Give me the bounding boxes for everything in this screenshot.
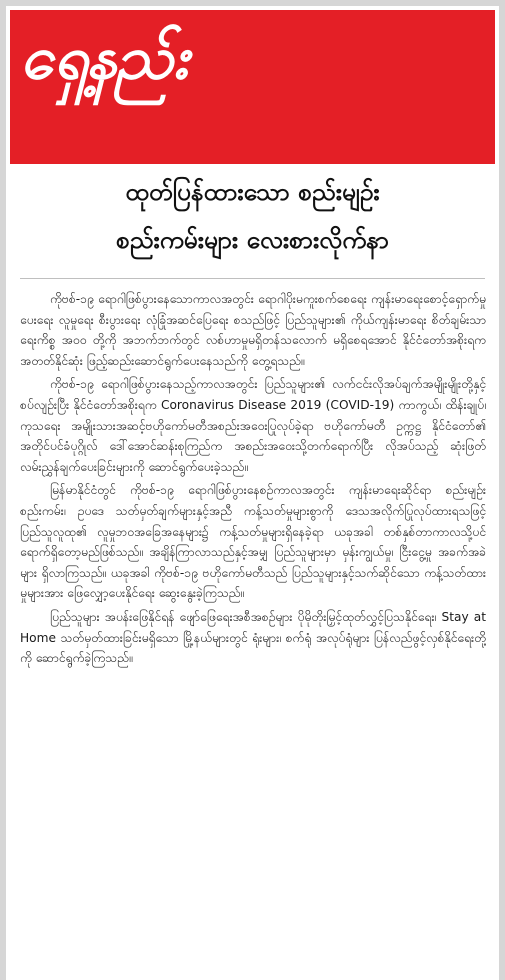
article-paragraph-3: မြန်မာနိုင်ငံတွင် ကိုဗစ်-၁၉ ရောဂါဖြစ်ပွားနေစဉ်ကာလအတွင်း ကျန်းမာရေးဆိုင်ရာ စည်းမျဉ်း စည်းကမ်း၊ ဥပဒေ သတ်မှတ်ချက်များနှင့်အညီ ကန့်သတ်မှုများစွာကို ဒေသအလိုက်ပြုလုပ်ထားရသဖြင့် ပြည်သူလူထု၏ လူမှုဘဝအခြေအနေများ၌ ကန့်သတ်မှုများရှိနေခဲ့ရာ ယခုအခါ တစ်နှစ်တာကာလသို့ပင် ရောက်ရှိတော့မည်ဖြစ်သည်။ အချိန်ကြာလာသည်နှင့်အမျှ ပြည်သူများမှာ မှန်းကျွယ်မှု၊ ငြီးငွေ့မှု အခက်အခဲများ ရှိလာကြသည်။ ယခုအခါ ကိုဗစ်-၁၉ ဗဟိုကော်မတီသည် ပြည်သူများနှင့်သက်ဆိုင်သော ကန့်သတ်ထားမှုများအား ဖြေလျှော့ပေးနိုင်ရေး ဆွေးနွေးခဲ့ကြသည်။: [20, 483, 486, 601]
article-headline: [10, 168, 495, 264]
article-body: [20, 289, 486, 979]
headline-line-2: စည်းကမ်းများ လေးစားလိုက်နာ: [116, 225, 389, 254]
article-paragraph-2: ကိုဗစ်-၁၉ ရောဂါဖြစ်ပွားနေသည့်ကာလအတွင်း ပြည်သူများ၏ လက်ငင်းလိုအပ်ချက်အမျိုးမျိုးတို့နှင့်စပ်လျဉ်းပြီး နိုင်ငံတော်အစိုးရက Coronavirus Disease 2019 (COVID-19) ကာကွယ်၊ ထိန်းချုပ်၊ ကုသရေး အမျိုးသားအဆင့်ဗဟိုကော်မတီအစည်းအဝေးပြုလုပ်ခဲ့ရာ ဗဟိုကော်မတီ ဥက္ကဋ္ဌ နိုင်ငံတော်၏ အတိုင်ပင်ခံပုဂ္ဂိုလ် ဒေါ်အောင်ဆန်းစုကြည်က အစည်းအဝေးသို့တက်ရောက်ပြီး လိုအပ်သည့် ဆုံးဖြတ်လမ်းညွှန်ချက်ပေးခြင်းများကို ဆောင်ရွက်ပေးခဲ့သည်။: [20, 377, 486, 474]
article-paragraph-1: ကိုဗစ်-၁၉ ရောဂါဖြစ်ပွားနေသောကာလအတွင်း ရောဂါပိုးမကူးစက်စေရေး ကျန်းမာရေးစောင့်ရှောက်မှုပေးရေး လူမှုရေး စီးပွားရေး လုံခြုံအဆင်ပြေရေး စသည်ဖြင့် ပြည်သူများ၏ ကိုယ်ကျန်းမာရေး စိတ်ချမ်းသာရေးကိစ္စ အဝဝ တို့ကို အဘက်ဘက်တွင် လစ်ဟာမှုမရှိတန်သလောက် မရှိစေရအောင် နိုင်ငံတော်အစိုးရက အတတ်နိုင်ဆုံး ဖြည့်ဆည်းဆောင်ရွက်ပေးနေသည်ကို တွေ့ရသည်။: [20, 292, 486, 368]
newspaper-page: [6, 6, 499, 980]
divider: [20, 278, 485, 279]
headline-line-1: ထုတ်ပြန်ထားသော စည်းမျဉ်း: [125, 177, 380, 206]
masthead-logo: ရှေ့နည်း: [20, 23, 187, 93]
article-paragraph-4: ပြည်သူများ အပန်းဖြေနိုင်ရန် ဖျော်ဖြေရေးအစီအစဉ်များ ပိုမိုတိုးမြှင့်ထုတ်လွှင့်ပြသနိုင်ရေး၊ Stay at Home သတ်မှတ်ထားခြင်းမရှိသော မြို့နယ်များတွင် ရုံးများ၊ စက်ရုံ အလုပ်ရုံများ ပြန်လည်ဖွင့်လှစ်နိုင်ရေးတို့ကို ဆောင်ရွက်ခဲ့ကြသည်။: [20, 609, 486, 666]
masthead-banner: [10, 10, 495, 164]
